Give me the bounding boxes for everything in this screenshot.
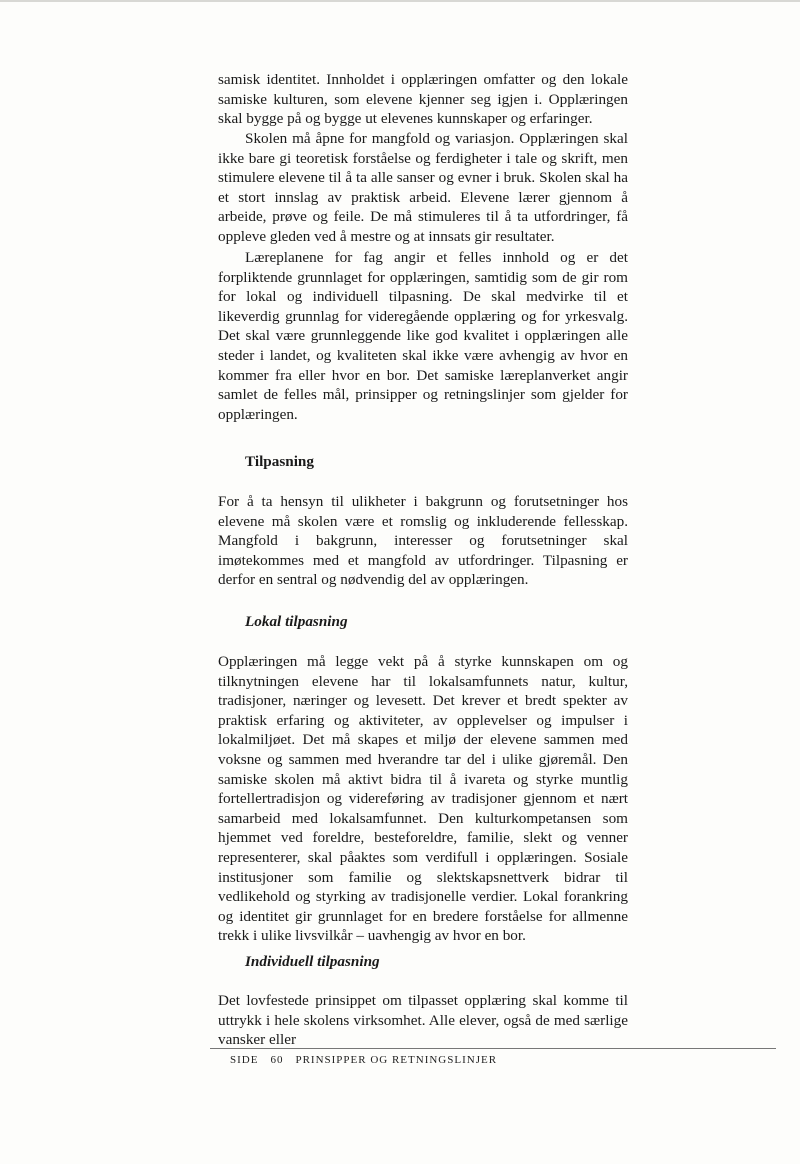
paragraph-individuell-tilpasning: Det lovfestede prinsippet om tilpasset opplæring skal komme til uttrykk i hele skolens virksomhet. Alle elever, også de med særlige vansker eller xyxy=(218,992,628,1049)
heading-tilpasning: Tilpasning xyxy=(245,453,314,470)
paragraph-tilpasning: For å ta hensyn til ulikheter i bakgrunn og forutsetninger hos elevene må skolen være et romslig og inkluderende fellesskap. Mangfold i bakgrunn, interesser og forutsetninger skal imøtekommes med et mangfold av utfordringer. Tilpasning er derfor en sentral og nødvendig del av opplæringen. xyxy=(218,493,628,589)
paragraph-mangfold: Skolen må åpne for mangfold og variasjon. Opplæringen skal ikke bare gi teoretisk forståelse og ferdigheter i tale og skrift, men stimulere elevene til å ta alle sanser og evner i bruk. Skolen skal ha et stort innslag av praktisk arbeid. Elevene lærer gjennom å arbeide, prøve og feile. De må stimuleres til å ta utfordringer, få oppleve gleden ved å mestre og at innsats gir resultater. xyxy=(218,130,628,245)
footer-rule xyxy=(210,1048,776,1049)
paragraph-laereplanene: Læreplanene for fag angir et felles innhold og er det forpliktende grunnlaget for opplæringen, samtidig som de gir rom for lokal og individuell tilpasning. De skal medvirke til et likeverdig grunnlag for videregående opplæring og for yrkesvalg. Det skal være grunnleggende like god kvalitet i opplæringen alle steder i landet, og kvaliteten skal ikke være avhengig av hvor en kommer fra eller hvor en bor. Det samiske læreplanverket angir samlet de felles mål, prinsipper og retningslinjer som gjelder for opplæringen. xyxy=(218,249,628,423)
scan-edge xyxy=(0,0,800,2)
heading-lokal-tilpasning: Lokal tilpasning xyxy=(245,613,348,630)
paragraph-lokal-tilpasning: Opplæringen må legge vekt på å styrke kunnskapen om og tilknytningen elevene har til lokalsamfunnets natur, kultur, tradisjoner, næringer og levesett. Det krever et bredt spekter av praktisk erfaring og aktiviteter, av opplevelser og impulser i lokalmiljøet. Det må skapes et miljø der elevene sammen med voksne og sammen med hverandre tar del i ulike gjøremål. Den samiske skolen må aktivt bidra til å ivareta og styrke muntlig fortellertradisjon og videreføring av tradisjoner gjennom et nært samarbeid med lokalsamfunnet. Den kulturkompetansen som hjemmet ved foreldre, besteforeldre, familie, slekt og venner representerer, skal påaktes som verdifull i opplæringen. Sosiale institusjoner som familie og slektskapsnettverk bidrar til vedlikehold og styrking av tradisjonelle verdier. Lokal forankring og identitet gir grunnlaget for en bredere forståelse for allmenne trekk i ulike livsvilkår – uavhengig av hvor en bor. xyxy=(218,653,628,945)
footer-running-title: PRINSIPPER OG RETNINGSLINJER xyxy=(295,1054,498,1066)
heading-individuell-tilpasning: Individuell tilpasning xyxy=(245,953,380,970)
footer-page-number: 60 xyxy=(270,1054,284,1066)
paragraph-samisk-identitet: samisk identitet. Innholdet i opplæringen omfatter og den lokale samiske kulturen, som elevene kjenner seg igjen i. Opplæringen skal bygge på og bygge ut elevenes kunnskaper og erfaringer. xyxy=(218,71,628,128)
page-footer xyxy=(230,1054,509,1066)
footer-side-label: SIDE xyxy=(230,1054,259,1066)
